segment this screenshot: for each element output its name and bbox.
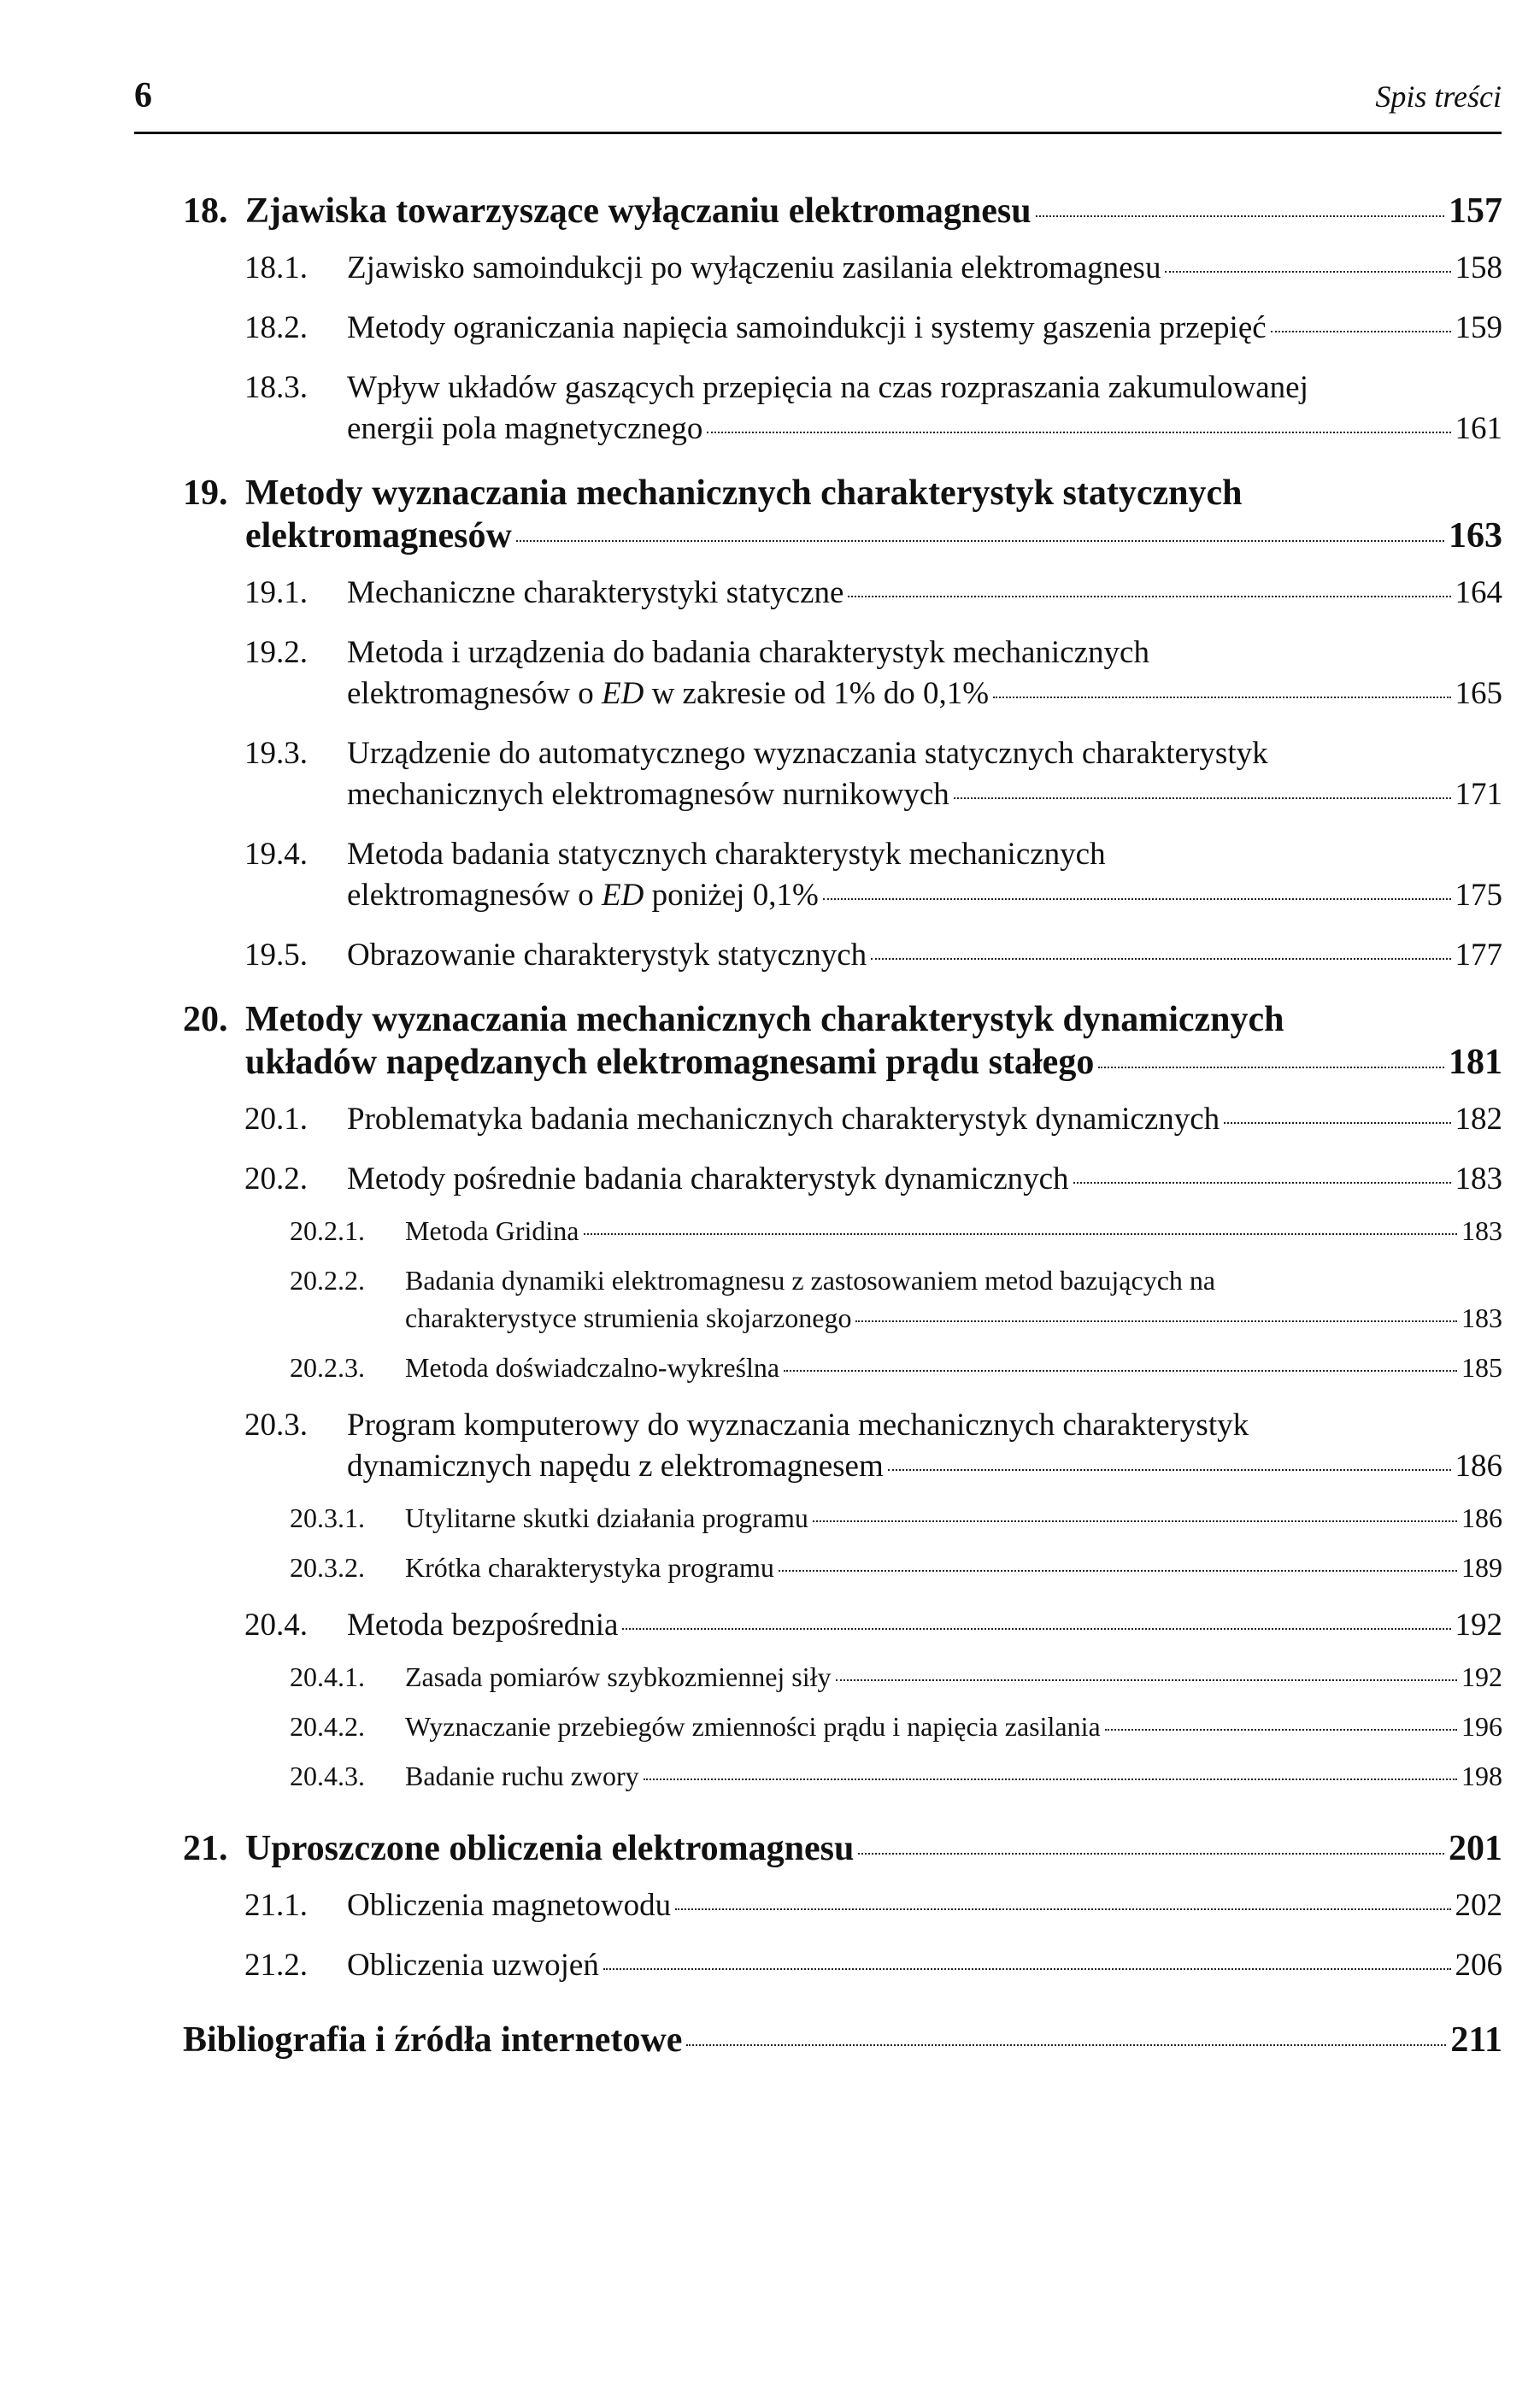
- entry-title: Zjawiska towarzyszące wyłączaniu elektromagnesu: [245, 191, 1032, 231]
- toc-section-19-4[interactable]: [183, 834, 1502, 916]
- entry-title: Uproszczone obliczenia elektromagnesu: [245, 1829, 855, 1868]
- dot-leader: [871, 958, 1450, 960]
- dot-leader: [858, 1853, 1444, 1855]
- toc-chapter-20[interactable]: [183, 998, 1502, 1084]
- dot-leader: [1271, 331, 1451, 332]
- text-part: elektromagnesów o: [347, 676, 602, 711]
- entry-page: 183: [1461, 1215, 1502, 1246]
- dot-leader: [1105, 1729, 1457, 1731]
- dot-leader: [1098, 1067, 1444, 1068]
- entry-page: 192: [1455, 1608, 1502, 1643]
- entry-title-line-1: Badania dynamiki elektromagnesu z zastosowaniem metod bazujących na: [405, 1265, 1216, 1296]
- entry-title: Problematyka badania mechanicznych charakterystyk dynamicznych: [347, 1102, 1220, 1137]
- entry-number: 21.: [183, 1829, 228, 1868]
- entry-title-line-1: Metody wyznaczania mechanicznych charakterystyk dynamicznych: [245, 1000, 1284, 1039]
- entry-title-line-2: energii pola magnetycznego: [347, 411, 703, 446]
- dot-leader: [848, 596, 1450, 597]
- toc-section-21-2[interactable]: [183, 1945, 1502, 1986]
- entry-number: 20.4.: [244, 1608, 308, 1643]
- entry-title-line-1: Metoda i urządzenia do badania charakterystyk mechanicznych: [347, 635, 1149, 670]
- dot-leader: [954, 797, 1451, 799]
- toc-bibliography[interactable]: [183, 2019, 1502, 2061]
- entry-number: 20.2.: [244, 1161, 308, 1196]
- entry-number: 20.2.1.: [290, 1215, 365, 1246]
- entry-title: Utylitarne skutki działania programu: [405, 1502, 808, 1533]
- toc-chapter-19[interactable]: [183, 472, 1502, 557]
- entry-number: 20.3.1.: [290, 1502, 365, 1533]
- entry-page: 171: [1455, 777, 1502, 812]
- entry-page: 183: [1455, 1161, 1502, 1196]
- entry-page: 157: [1449, 191, 1502, 231]
- entry-page: 201: [1449, 1829, 1502, 1868]
- entry-number: 20.1.: [244, 1102, 308, 1137]
- dot-leader: [516, 540, 1444, 542]
- entry-title-line-1: Urządzenie do automatycznego wyznaczania statycznych charakterystyk: [347, 736, 1268, 771]
- entry-number: 18.3.: [244, 370, 308, 405]
- table-of-contents: [183, 190, 1502, 2061]
- toc-section-20-3[interactable]: [183, 1405, 1502, 1487]
- entry-title-line-2: dynamicznych napędu z elektromagnesem: [347, 1449, 884, 1484]
- toc-section-18-3[interactable]: [183, 367, 1502, 450]
- entry-page: 202: [1455, 1888, 1502, 1923]
- dot-leader: [1224, 1122, 1450, 1124]
- entry-page: 185: [1461, 1352, 1502, 1383]
- entry-title: Wyznaczanie przebiegów zmienności prądu i napięcia zasilania: [405, 1711, 1101, 1742]
- dot-leader: [823, 898, 1451, 900]
- toc-section-20-4[interactable]: [183, 1605, 1502, 1646]
- entry-page: 175: [1455, 878, 1502, 913]
- entry-title: Obliczenia uzwojeń: [347, 1948, 599, 1983]
- entry-page: 158: [1455, 250, 1502, 285]
- entry-number: 20.: [183, 1000, 228, 1039]
- dot-leader: [888, 1469, 1451, 1471]
- entry-number: 18.: [183, 191, 228, 231]
- entry-number: 19.4.: [244, 837, 308, 872]
- toc-section-20-1[interactable]: [183, 1099, 1502, 1140]
- entry-page: 186: [1455, 1449, 1502, 1484]
- dot-leader: [1073, 1182, 1451, 1184]
- entry-number: 20.4.2.: [290, 1711, 365, 1742]
- toc-chapter-18[interactable]: [183, 190, 1502, 232]
- entry-title: Obrazowanie charakterystyk statycznych: [347, 938, 867, 973]
- entry-title: Zjawisko samoindukcji po wyłączeniu zasilania elektromagnesu: [347, 250, 1161, 285]
- entry-title-line-1: Metoda badania statycznych charakterystyk mechanicznych: [347, 837, 1106, 872]
- entry-title: Metoda bezpośrednia: [347, 1608, 619, 1643]
- entry-number: 18.2.: [244, 310, 308, 345]
- text-part: elektromagnesów o: [347, 878, 602, 913]
- text-part: poniżej 0,1%: [644, 878, 819, 913]
- dot-leader: [707, 432, 1450, 433]
- entry-number: 20.3.: [244, 1408, 308, 1443]
- entry-title: Metoda doświadczalno-wykreślna: [405, 1352, 780, 1383]
- ed-abbreviation: ED: [601, 676, 644, 711]
- entry-number: 20.4.3.: [290, 1761, 365, 1791]
- toc-subsection-20-3-2[interactable]: [183, 1549, 1502, 1586]
- entry-page: 196: [1461, 1711, 1502, 1742]
- entry-page: 183: [1461, 1302, 1502, 1333]
- entry-title-line-1: Program komputerowy do wyznaczania mechanicznych charakterystyk: [347, 1408, 1249, 1443]
- entry-title-line-2: elektromagnesów: [245, 516, 512, 556]
- entry-number: 19.: [183, 473, 228, 513]
- entry-title: Obliczenia magnetowodu: [347, 1888, 672, 1923]
- dot-leader: [836, 1679, 1457, 1681]
- dot-leader: [603, 1968, 1451, 1970]
- entry-page: 198: [1461, 1761, 1502, 1791]
- entry-page: 181: [1449, 1043, 1502, 1082]
- entry-page: 192: [1461, 1661, 1502, 1692]
- entry-title: Krótka charakterystyka programu: [405, 1552, 774, 1583]
- toc-section-19-5[interactable]: [183, 935, 1502, 976]
- toc-subsection-20-4-1[interactable]: [183, 1658, 1502, 1696]
- entry-title-line-2: charakterystyce strumienia skojarzonego: [405, 1302, 852, 1333]
- dot-leader: [644, 1778, 1457, 1780]
- dot-leader: [855, 1320, 1457, 1322]
- entry-title-line-1: Wpływ układów gaszących przepięcia na czas rozpraszania zakumulowanej: [347, 370, 1308, 405]
- dot-leader: [1165, 271, 1450, 273]
- dot-leader: [584, 1233, 1458, 1235]
- text-part: w zakresie od 1% do 0,1%: [644, 676, 990, 711]
- entry-title-line-2: [347, 875, 819, 916]
- toc-section-21-1[interactable]: [183, 1885, 1502, 1926]
- toc-section-19-1[interactable]: [183, 573, 1502, 614]
- entry-page: 211: [1450, 2020, 1502, 2060]
- toc-section-18-1[interactable]: [183, 248, 1502, 289]
- entry-number: 19.2.: [244, 635, 308, 670]
- running-title: Spis treści: [1375, 79, 1502, 114]
- entry-number: 21.1.: [244, 1888, 308, 1923]
- entry-page: 165: [1455, 676, 1502, 711]
- toc-section-19-2[interactable]: [183, 632, 1502, 714]
- dot-leader: [993, 697, 1450, 698]
- toc-section-19-3[interactable]: [183, 733, 1502, 815]
- ed-abbreviation: ED: [601, 878, 644, 913]
- dot-leader: [784, 1370, 1457, 1372]
- toc-subsection-20-3-1[interactable]: [183, 1499, 1502, 1537]
- entry-page: 182: [1455, 1102, 1502, 1137]
- entry-number: 19.3.: [244, 736, 308, 771]
- entry-page: 163: [1449, 516, 1502, 556]
- dot-leader: [686, 2044, 1446, 2046]
- entry-number: 21.2.: [244, 1948, 308, 1983]
- entry-title: Metody ograniczania napięcia samoindukcji i systemy gaszenia przepięć: [347, 310, 1267, 345]
- dot-leader: [779, 1570, 1457, 1572]
- entry-number: 18.1.: [244, 250, 308, 285]
- toc-section-20-2[interactable]: [183, 1159, 1502, 1200]
- entry-title: Badanie ruchu zwory: [405, 1761, 639, 1791]
- page-number: 6: [134, 76, 152, 115]
- entry-number: 20.4.1.: [290, 1661, 365, 1692]
- entry-number: 20.2.3.: [290, 1352, 365, 1383]
- entry-page: 186: [1461, 1502, 1502, 1533]
- entry-title-line-2: mechanicznych elektromagnesów nurnikowych: [347, 777, 949, 812]
- entry-title: Metoda Gridina: [405, 1215, 579, 1246]
- toc-subsection-20-2-1[interactable]: [183, 1212, 1502, 1249]
- entry-page: 164: [1455, 575, 1502, 610]
- entry-page: 206: [1455, 1948, 1502, 1983]
- entry-title-line-2: układów napędzanych elektromagnesami prądu stałego: [245, 1043, 1095, 1082]
- toc-subsection-20-2-2[interactable]: [183, 1261, 1502, 1337]
- toc-subsection-20-4-3[interactable]: [183, 1757, 1502, 1795]
- entry-title-line-1: Metody wyznaczania mechanicznych charakterystyk statycznych: [245, 473, 1243, 513]
- toc-chapter-21[interactable]: [183, 1827, 1502, 1870]
- entry-page: 177: [1455, 938, 1502, 973]
- entry-page: 189: [1461, 1552, 1502, 1583]
- entry-title-line-2: [347, 673, 989, 714]
- entry-number: 19.1.: [244, 575, 308, 610]
- entry-number: 20.3.2.: [290, 1552, 365, 1583]
- entry-title: Bibliografia i źródła internetowe: [183, 2020, 683, 2060]
- entry-page: 159: [1455, 310, 1502, 345]
- toc-subsection-20-2-3[interactable]: [183, 1349, 1502, 1386]
- dot-leader: [622, 1628, 1450, 1630]
- entry-page: 161: [1455, 411, 1502, 446]
- entry-number: 20.2.2.: [290, 1265, 365, 1296]
- dot-leader: [675, 1908, 1450, 1910]
- entry-title: Zasada pomiarów szybkozmiennej siły: [405, 1661, 832, 1692]
- dot-leader: [1036, 215, 1444, 217]
- toc-section-18-2[interactable]: [183, 308, 1502, 349]
- page-header: [134, 75, 1502, 134]
- dot-leader: [813, 1520, 1457, 1522]
- entry-title: Mechaniczne charakterystyki statyczne: [347, 575, 844, 610]
- entry-number: 19.5.: [244, 938, 308, 973]
- entry-title: Metody pośrednie badania charakterystyk dynamicznych: [347, 1161, 1069, 1196]
- toc-subsection-20-4-2[interactable]: [183, 1708, 1502, 1745]
